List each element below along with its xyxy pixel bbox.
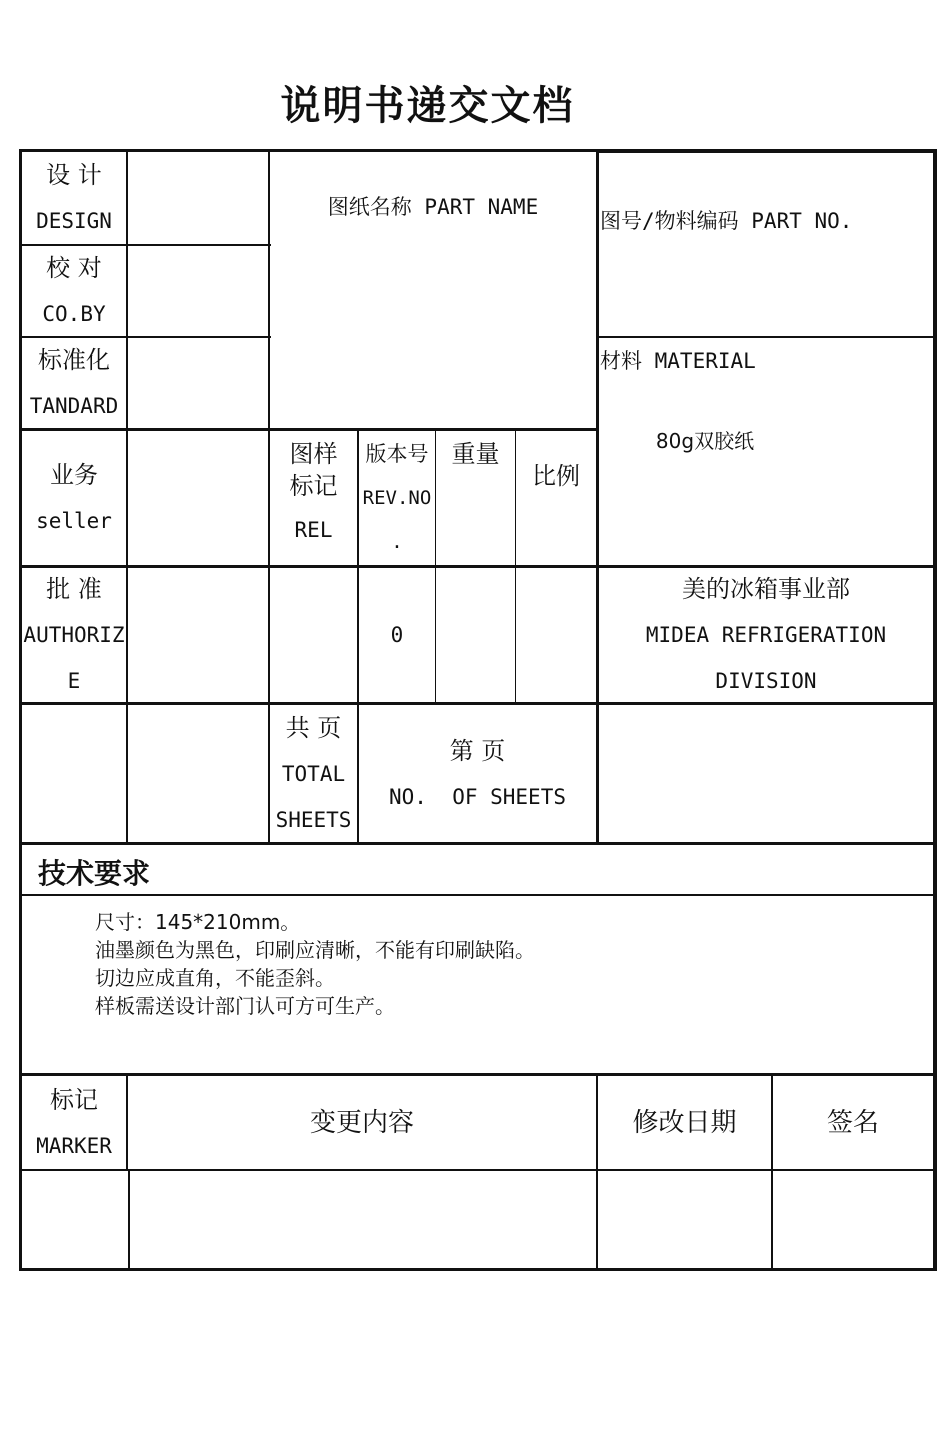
scale-label-text: 比例 (532, 462, 580, 490)
standard-label-zh: 标准化 (38, 346, 110, 374)
tech-line: 油墨颜色为黑色，印刷应清晰，不能有印刷缺陷。 (95, 938, 535, 962)
sheet-number-zh: 第 页 (449, 736, 506, 765)
change-content-header (128, 1076, 596, 1169)
part-no-text: 图号/物料编码 PART NO. (600, 209, 853, 233)
rev-value (359, 568, 435, 702)
material-value-text: 80g双胶纸 (655, 429, 755, 453)
marker-label-zh: 标记 (50, 1085, 98, 1114)
marker-label-en: MARKER (36, 1133, 112, 1158)
total-sheets-label (270, 705, 357, 842)
check-label-en: CO.BY (42, 302, 106, 326)
part-no-label (600, 196, 933, 246)
grid-line (19, 842, 937, 845)
rel-label (270, 431, 357, 565)
tech-line: 切边应成直角，不能歪斜。 (95, 966, 335, 990)
signature-header (773, 1076, 933, 1169)
marker-label (22, 1076, 126, 1169)
scale-label (516, 431, 596, 521)
tech-requirements-title: 技术要求 (38, 857, 151, 890)
rev-label-en2: . (391, 531, 403, 553)
seller-label (22, 431, 126, 565)
material-label-text: 材料 MATERIAL (600, 349, 756, 373)
grid-line (128, 1171, 130, 1271)
rev-label-en1: REV.NO (362, 487, 432, 509)
check-label (22, 246, 126, 336)
change-date-header (598, 1076, 771, 1169)
tech-line: 尺寸：145*210mm。 (95, 910, 301, 934)
authorize-label (22, 568, 126, 702)
company-name-en1: MIDEA REFRIGERATION (645, 623, 887, 647)
signature-text: 签名 (826, 1107, 879, 1138)
rel-label-en: REL (294, 518, 333, 542)
rev-label-zh: 版本号 (365, 442, 429, 466)
part-name-text: 图纸名称 PART NAME (327, 195, 539, 219)
check-label-zh: 校 对 (46, 254, 102, 282)
part-name-label (270, 184, 596, 234)
total-sheets-en2: SHEETS (275, 807, 352, 832)
company-name (599, 568, 933, 702)
table-border-top-right (597, 149, 937, 153)
material-value (640, 418, 770, 464)
rel-label-zh2: 标记 (289, 472, 338, 500)
rel-label-zh1: 图样 (289, 440, 338, 468)
weight-label-text: 重量 (451, 440, 500, 468)
standard-label-en: TANDARD (29, 394, 119, 418)
authorize-label-en1: AUTHORIZ (23, 623, 125, 647)
seller-label-en: seller (36, 509, 112, 533)
tech-line: 样板需送设计部门认可方可生产。 (95, 994, 395, 1018)
authorize-label-en2: E (67, 669, 81, 693)
authorize-label-zh: 批 准 (46, 575, 102, 603)
design-label (22, 152, 126, 244)
material-label (600, 338, 933, 384)
total-sheets-en1: TOTAL (281, 761, 346, 786)
total-sheets-zh: 共 页 (285, 713, 342, 742)
change-date-text: 修改日期 (632, 1107, 737, 1138)
document-title: 说明书递交文档 (280, 83, 575, 129)
table-border-bottom (19, 1268, 937, 1271)
rev-value-text: 0 (390, 623, 404, 647)
grid-line (126, 149, 128, 844)
tech-requirements-list (95, 908, 535, 1020)
design-label-zh: 设 计 (46, 161, 102, 189)
company-name-en2: DIVISION (715, 669, 817, 693)
sheet-number-en: NO. OF SHEETS (388, 784, 566, 809)
seller-label-zh: 业务 (50, 461, 98, 489)
grid-line (19, 894, 937, 896)
company-name-zh: 美的冰箱事业部 (682, 575, 850, 603)
sheet-number-label (359, 705, 596, 842)
grid-line (596, 149, 599, 844)
rev-label (359, 431, 435, 565)
standard-label (22, 338, 126, 428)
change-content-text: 变更内容 (309, 1107, 414, 1138)
table-border-right (933, 149, 937, 1271)
design-label-en: DESIGN (36, 209, 112, 233)
grid-line (19, 1169, 937, 1171)
weight-label (436, 431, 515, 481)
